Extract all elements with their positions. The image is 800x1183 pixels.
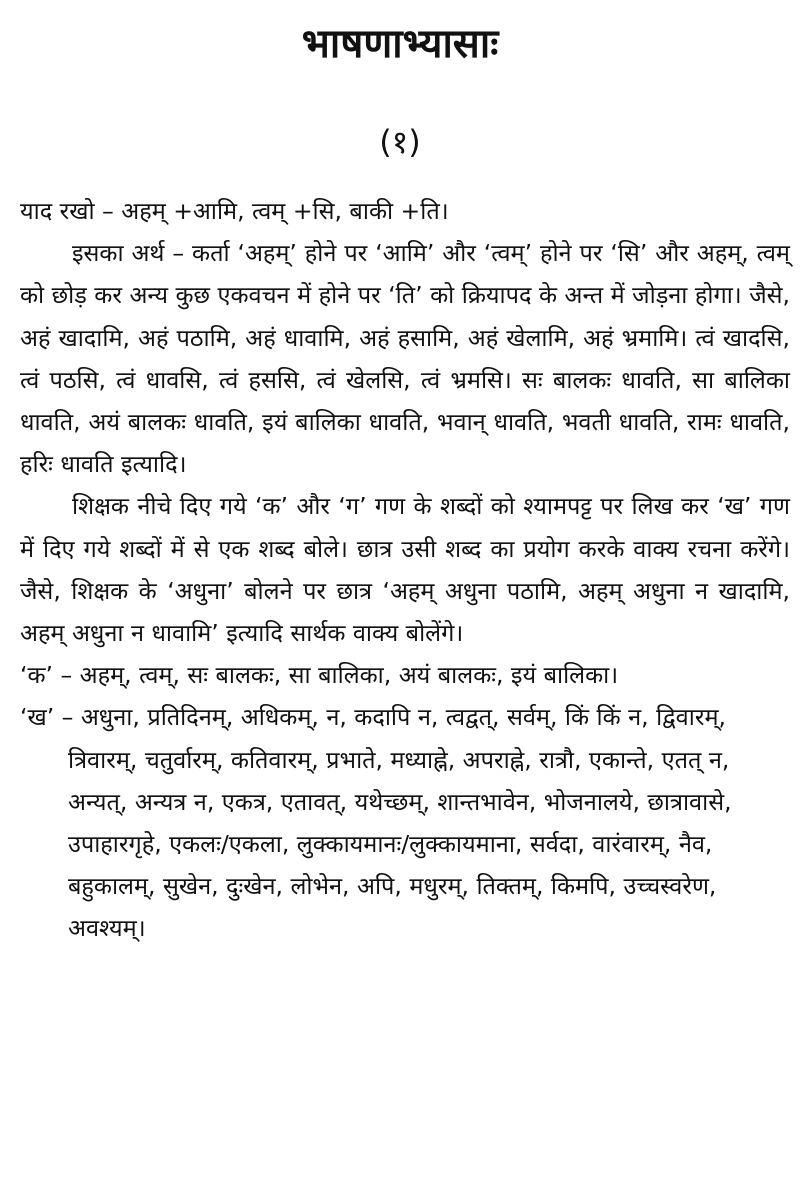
list-kha: ‘ख’ – अधुना, प्रतिदिनम्, अधिकम्, न, कदापि न, त्वद्वत्, सर्वम्, किं किं न, द्विवारम्, त्रिवारम्, चतुर्वारम्, कतिवारम्, प्रभाते, मध्याह्ने, अपराह्ने, रात्रौ, एकान्ते, एतत् न, अन्यत्, अन्यत्र न, एकत्र, एतावत्, यथेच्छम्, शान्तभावेन, भोजनालये, छात्रावासे, उपाहारगृहे, एकलः/एकला, लुक्कायमानः/लुक्कायमाना, सर्वदा, वारंवारम्, नैव, बहुकालम्, सुखेन, दुःखेन, लोभेन, अपि, मधुरम्, तिक्तम्, किमपि, उच्चस्वरेण, अवश्यम्। [20,703,732,943]
page-title: भाषणाभ्यासाः [301,21,499,67]
body-text [20,190,790,950]
list-ka: ‘क’ – अहम्, त्वम्, सः बालकः, सा बालिका, अयं बालकः, इयं बालिका। [20,661,619,690]
paragraph-1: इसका अर्थ – कर्ता ‘अहम्’ होने पर ‘आमि’ और ‘त्वम्’ होने पर ‘सि’ और अहम्, त्वम् को छोड़ कर अन्य कुछ एकवचन में होने पर ‘ति’ को क्रियापद के अन्त में जोड़ना होगा। जैसे, अहं खादामि, अहं पठामि, अहं धावामि, अहं हसामि, अहं खेलामि, अहं भ्रमामि। त्वं खादसि, त्वं पठसि, त्वं धावसि, त्वं हससि, त्वं खेलसि, त्वं भ्रमसि। सः बालकः धावति, सा बालिका धावति, अयं बालकः धावति, इयं बालिका धावति, भवान् धावति, भवती धावति, रामः धावति, हरिः धावति इत्यादि। [20,239,790,479]
remember-line: याद रखो – अहम् +आमि, त्वम् +सि, बाकी +ति। [20,197,449,225]
paragraph-2: शिक्षक नीचे दिए गये ‘क’ और ‘ग’ गण के शब्दों को श्यामपट्ट पर लिख कर ‘ख’ गण में दिए गये शब्दों में से एक शब्द बोले। छात्र उसी शब्द का प्रयोग करके वाक्य रचना करेंगे। जैसे, शिक्षक के ‘अधुना’ बोलने पर छात्र ‘अहम् अधुना पठामि, अहम् अधुना न खादामि, अहम् अधुना न धावामि’ इत्यादि सार्थक वाक्य बोलेंगे। [20,492,790,648]
section-number: (१) [379,123,421,161]
